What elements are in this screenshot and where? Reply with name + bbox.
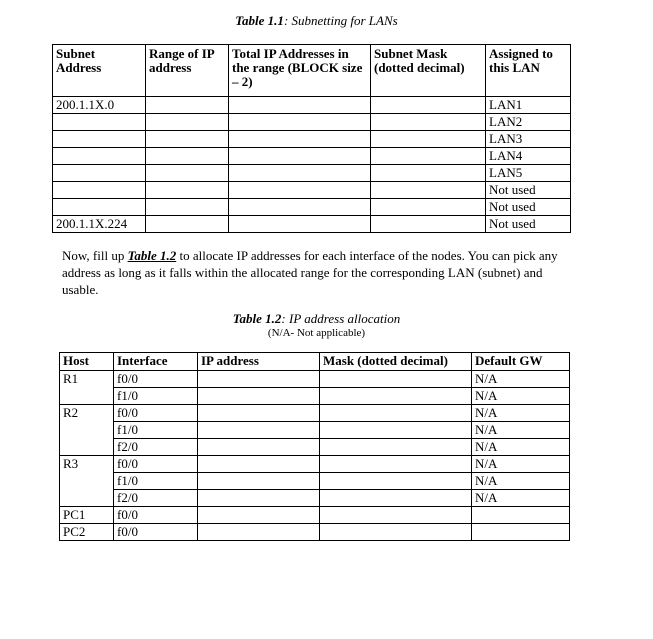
- ip-allocation-table-cell: f0/0: [114, 507, 198, 524]
- subnetting-table-header: [53, 45, 571, 97]
- ip-allocation-table-row: [60, 507, 570, 524]
- instruction-paragraph: [62, 247, 562, 298]
- subnetting-table-cell: [229, 97, 371, 114]
- subnetting-table-cell: [371, 182, 486, 199]
- table-2-caption-text: : IP address allocation: [281, 311, 401, 326]
- ip-allocation-table-cell: [60, 439, 114, 456]
- ip-allocation-table-row: [60, 422, 570, 439]
- subnetting-table-body: [53, 97, 571, 233]
- ip-allocation-table-cell: N/A: [472, 490, 570, 507]
- ip-allocation-table-cell: f0/0: [114, 371, 198, 388]
- ip-allocation-table-cell: f2/0: [114, 439, 198, 456]
- ip-allocation-table-cell: PC2: [60, 524, 114, 541]
- ip-allocation-table-cell: [320, 507, 472, 524]
- ip-allocation-table-cell: [198, 439, 320, 456]
- ip-allocation-table-cell: N/A: [472, 456, 570, 473]
- subnetting-table-cell: [371, 148, 486, 165]
- subnetting-table-cell: [371, 165, 486, 182]
- ip-allocation-table-cell: [60, 388, 114, 405]
- ip-allocation-table-cell: [198, 422, 320, 439]
- subnetting-table-cell: [146, 131, 229, 148]
- table-1-caption-text: : Subnetting for LANs: [283, 13, 398, 28]
- subnetting-table-cell: [229, 114, 371, 131]
- ip-allocation-table-cell: f0/0: [114, 524, 198, 541]
- ip-allocation-table-cell: [472, 507, 570, 524]
- ip-allocation-table-header: [60, 353, 570, 371]
- ip-allocation-table-header-cell: IP address: [198, 353, 320, 371]
- subnetting-table-cell: 200.1.1X.224: [53, 216, 146, 233]
- subnetting-table-header-cell: Range of IP address: [146, 45, 229, 97]
- ip-allocation-table-cell: [320, 473, 472, 490]
- subnetting-table-row: [53, 148, 571, 165]
- subnetting-table-row: [53, 182, 571, 199]
- subnetting-table-cell: [53, 114, 146, 131]
- subnetting-table-cell: [229, 216, 371, 233]
- ip-allocation-table-cell: [320, 405, 472, 422]
- subnetting-table-cell: [146, 199, 229, 216]
- ip-allocation-table-cell: [198, 405, 320, 422]
- ip-allocation-table-row: [60, 524, 570, 541]
- subnetting-table: [52, 44, 571, 233]
- subnetting-table-header-cell: Total IP Addresses in the range (BLOCK size – 2): [229, 45, 371, 97]
- subnetting-table-header-cell: Assigned to this LAN: [486, 45, 571, 97]
- ip-allocation-table-row: [60, 388, 570, 405]
- ip-allocation-table-cell: R3: [60, 456, 114, 473]
- ip-allocation-table-cell: [60, 422, 114, 439]
- table-1-caption: [0, 13, 643, 29]
- subnetting-table-header-cell: Subnet Address: [53, 45, 146, 97]
- subnetting-table-cell: [53, 182, 146, 199]
- subnetting-table-cell: 200.1.1X.0: [53, 97, 146, 114]
- subnetting-table-cell: LAN2: [486, 114, 571, 131]
- ip-allocation-table-cell: [198, 490, 320, 507]
- ip-allocation-table-row: [60, 456, 570, 473]
- ip-allocation-table-cell: [60, 490, 114, 507]
- ip-allocation-table-body: [60, 371, 570, 541]
- subnetting-table-header-cell: Subnet Mask (dotted decimal): [371, 45, 486, 97]
- subnetting-table-cell: [371, 97, 486, 114]
- subnetting-table-cell: [229, 131, 371, 148]
- table-2-caption: [0, 311, 643, 327]
- table-1-caption-label: Table 1.1: [235, 13, 284, 28]
- ip-allocation-table-row: [60, 371, 570, 388]
- ip-allocation-table-row: [60, 439, 570, 456]
- ip-allocation-table-header-cell: Interface: [114, 353, 198, 371]
- ip-allocation-table-cell: [320, 422, 472, 439]
- paragraph-text-before: Now, fill up: [62, 248, 128, 263]
- subnetting-table-row: [53, 97, 571, 114]
- subnetting-table-row: [53, 199, 571, 216]
- ip-allocation-table-cell: N/A: [472, 371, 570, 388]
- ip-allocation-table-cell: [198, 524, 320, 541]
- subnetting-table-cell: [146, 97, 229, 114]
- ip-allocation-table-row: [60, 405, 570, 422]
- ip-allocation-table-cell: N/A: [472, 405, 570, 422]
- ip-allocation-table-row: [60, 490, 570, 507]
- ip-allocation-table-cell: f1/0: [114, 388, 198, 405]
- subnetting-table-row: [53, 114, 571, 131]
- subnetting-table-cell: [229, 182, 371, 199]
- subnetting-table-cell: [53, 148, 146, 165]
- subnetting-table-cell: [371, 216, 486, 233]
- ip-allocation-table-cell: [60, 473, 114, 490]
- ip-allocation-table-cell: N/A: [472, 473, 570, 490]
- ip-allocation-table-cell: [198, 388, 320, 405]
- subnetting-table-cell: [229, 165, 371, 182]
- ip-allocation-table-header-cell: Default GW: [472, 353, 570, 371]
- ip-allocation-table-cell: f0/0: [114, 405, 198, 422]
- subnetting-table-cell: [371, 131, 486, 148]
- subnetting-table-cell: LAN1: [486, 97, 571, 114]
- subnetting-table-cell: Not used: [486, 199, 571, 216]
- subnetting-table-cell: LAN5: [486, 165, 571, 182]
- subnetting-table-cell: [371, 114, 486, 131]
- subnetting-table-row: [53, 131, 571, 148]
- subnetting-table-cell: [146, 165, 229, 182]
- ip-allocation-table-cell: N/A: [472, 439, 570, 456]
- ip-allocation-table-cell: [198, 456, 320, 473]
- subnetting-table-cell: [53, 165, 146, 182]
- subnetting-table-row: [53, 165, 571, 182]
- subnetting-table-cell: [53, 199, 146, 216]
- subnetting-table-cell: [146, 216, 229, 233]
- ip-allocation-table-header-cell: Mask (dotted decimal): [320, 353, 472, 371]
- subnetting-table-cell: Not used: [486, 182, 571, 199]
- ip-allocation-table-cell: f1/0: [114, 422, 198, 439]
- ip-allocation-table-cell: R2: [60, 405, 114, 422]
- table-2-note: (N/A- Not applicable): [267, 327, 366, 339]
- ip-allocation-table-cell: [320, 524, 472, 541]
- ip-allocation-table-cell: [320, 439, 472, 456]
- table-2-caption-label: Table 1.2: [232, 311, 282, 326]
- ip-allocation-table-cell: [320, 371, 472, 388]
- ip-allocation-table-cell: f0/0: [114, 456, 198, 473]
- subnetting-table-cell: [146, 114, 229, 131]
- ip-allocation-table-cell: [472, 524, 570, 541]
- subnetting-table-cell: LAN4: [486, 148, 571, 165]
- ip-allocation-table-row: [60, 473, 570, 490]
- ip-allocation-table-cell: [320, 490, 472, 507]
- subnetting-table-cell: [146, 148, 229, 165]
- ip-allocation-table-header-cell: Host: [60, 353, 114, 371]
- ip-allocation-table-cell: [320, 456, 472, 473]
- subnetting-table-cell: [146, 182, 229, 199]
- table-1-2-reference: Table 1.2: [127, 248, 177, 263]
- subnetting-table-row: [53, 216, 571, 233]
- ip-allocation-table-cell: PC1: [60, 507, 114, 524]
- subnetting-table-cell: [53, 131, 146, 148]
- ip-allocation-table-cell: [198, 507, 320, 524]
- subnetting-table-cell: [229, 148, 371, 165]
- ip-allocation-table-cell: [198, 371, 320, 388]
- subnetting-table-cell: LAN3: [486, 131, 571, 148]
- ip-allocation-table-cell: R1: [60, 371, 114, 388]
- ip-allocation-table-cell: [198, 473, 320, 490]
- subnetting-table-cell: [229, 199, 371, 216]
- ip-allocation-table-cell: f1/0: [114, 473, 198, 490]
- ip-allocation-table: [59, 352, 570, 541]
- ip-allocation-table-cell: N/A: [472, 388, 570, 405]
- ip-allocation-table-cell: [320, 388, 472, 405]
- ip-allocation-table-cell: N/A: [472, 422, 570, 439]
- ip-allocation-table-cell: f2/0: [114, 490, 198, 507]
- subnetting-table-cell: [371, 199, 486, 216]
- subnetting-table-cell: Not used: [486, 216, 571, 233]
- paragraph-text-after: to allocate IP addresses for each interface of the nodes. You can pick any address as long as it falls within the allocated range for the corresponding LAN (subnet) and usable.: [62, 248, 558, 297]
